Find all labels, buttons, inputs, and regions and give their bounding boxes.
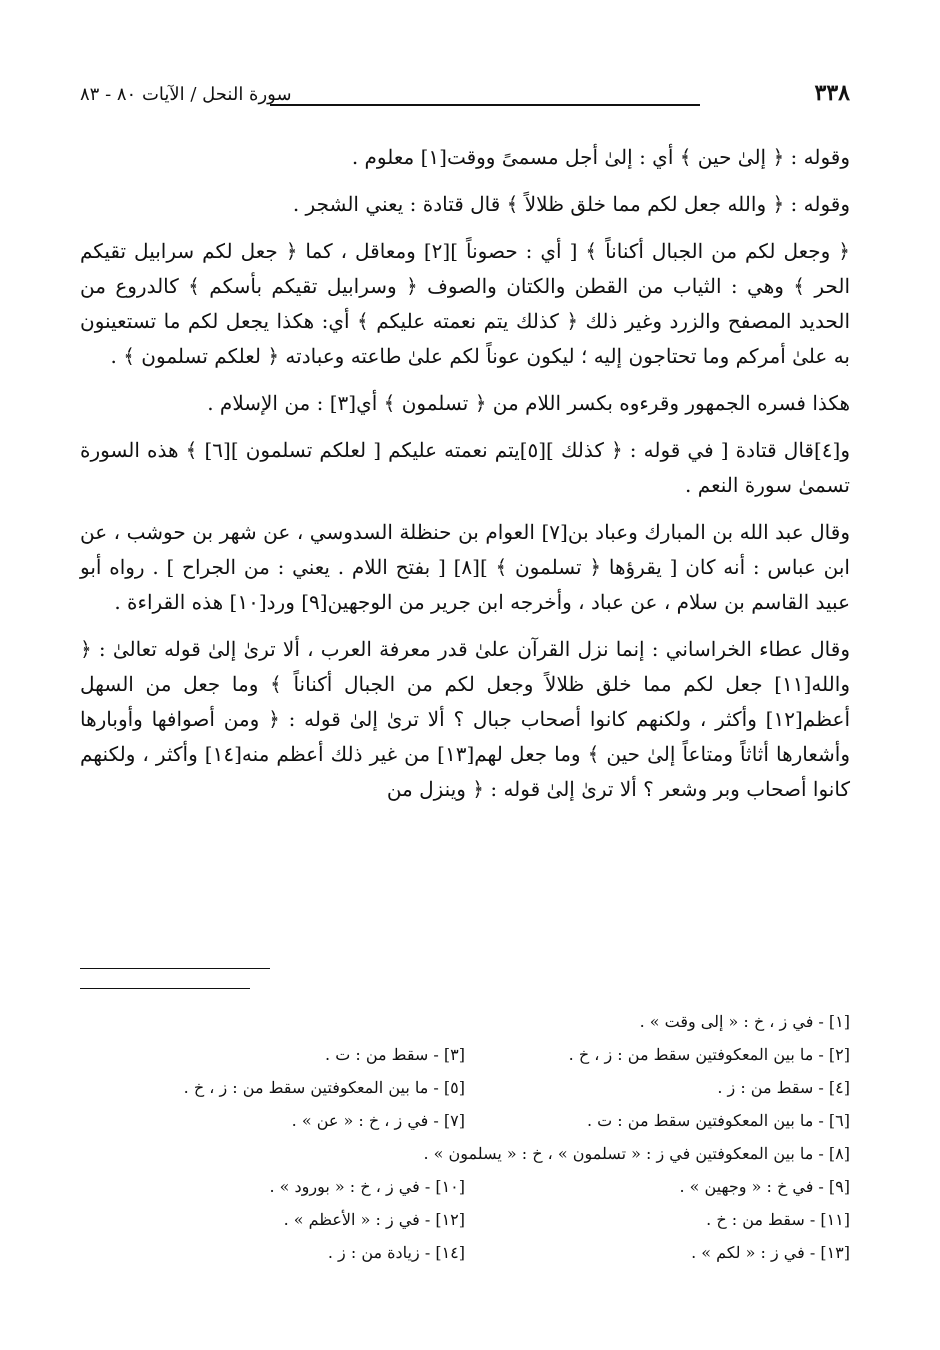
footnote: [١١] - سقط من : خ .: [706, 1210, 850, 1229]
paragraph: وقوله : ﴿ والله جعل لكم مما خلق ظلالاً ﴾ قال قتادة : يعني الشجر .: [292, 192, 850, 216]
footnote: [٧] - في ز ، خ : « عن » .: [291, 1111, 465, 1130]
page: [80, 80, 850, 1290]
page-header: [80, 80, 850, 116]
footnote: [٦] - ما بين المعكوفتين سقط من : ت .: [586, 1111, 850, 1130]
footnote: [١٢] - في ز : « الأعظم » .: [283, 1210, 465, 1229]
footnote: [٢] - ما بين المعكوفتين سقط من : ز ، خ .: [568, 1045, 850, 1064]
paragraph: وقال عطاء الخراساني : إنما نزل القرآن علىٰ قدر معرفة العرب ، ألا ترىٰ إلىٰ قوله تعالىٰ : ﴿ والله[١١] جعل لكم مما خلق ظلالاً وجعل لكم من الجبال أكناناً ﴾ وما جعل من السهل أعظم[١٢] وأكثر ، ولكنهم كانوا أصحاب جبال ؟ ألا ترىٰ إلىٰ قوله : ﴿ ومن أصوافها وأوبارها وأشعارها أثاثاً ومتاعاً إلىٰ حين ﴾ وما جعل لهم[١٣] من غير ذلك أعظم منه[١٤] وأكثر ، ولكنهم كانوا أصحاب وبر وشعر ؟ ألا ترىٰ إلىٰ قوله : ﴿ وينزل من: [80, 637, 850, 801]
running-title: سورة النحل / الآيات ٨٠ - ٨٣: [80, 84, 292, 105]
main-text: [80, 140, 850, 819]
paragraph: هكذا فسره الجمهور وقرءوه بكسر اللام من ﴿ تسلمون ﴾ أي[٣] : من الإسلام .: [207, 391, 850, 415]
footnote: [٥] - ما بين المعكوفتين سقط من : ز ، خ .: [183, 1078, 465, 1097]
paragraph: و[٤]قال قتادة [ في قوله : ﴿ كذلك ][٥]يتم نعمته عليكم [ لعلكم تسلمون ][٦] ﴾ هذه السورة تسمىٰ سورة النعم .: [80, 438, 851, 497]
footnote: [١٤] - زيادة من : ز .: [327, 1243, 465, 1262]
footnote: [٨] - ما بين المعكوفتين في ز : « تسلمون » ، خ : « يسلمون » .: [423, 1144, 850, 1163]
header-rule: [270, 104, 700, 106]
footnotes: [80, 1005, 850, 1269]
footnote: [٩] - في خ : « وجهين » .: [679, 1177, 850, 1196]
footnote: [٤] - سقط من : ز .: [717, 1078, 850, 1097]
paragraph: ﴿ وجعل لكم من الجبال أكناناً ﴾ [ أي : حصوناً ][٢] ومعاقل ، كما ﴿ جعل لكم سرابيل تقيكم الحر ﴾ وهي : الثياب من القطن والكتان والصوف ﴿ وسرابيل تقيكم بأسكم ﴾ كالدروع من الحديد المصفح والزرد وغير ذلك ﴿ كذلك يتم نعمته عليكم ﴾ أي: هكذا يجعل لكم ما تستعينون به علىٰ أمركم وما تحتاجون إليه ؛ ليكون عوناً لكم علىٰ طاعته وعبادته ﴿ لعلكم تسلمون ﴾ .: [80, 239, 851, 368]
footnote-separator: [80, 968, 270, 969]
paragraph: وقوله : ﴿ إلىٰ حين ﴾ أي : إلىٰ أجل مسمىً ووقت[١] معلوم .: [351, 145, 850, 169]
paragraph: وقال عبد الله بن المبارك وعباد بن[٧] العوام بن حنظلة السدوسي ، عن شهر بن حوشب ، عن ابن عباس : أنه كان [ يقرؤها ﴿ تسلمون ﴾ ][٨] [ بفتح اللام . يعني : من الجراح ] . رواه أبو عبيد القاسم بن سلام ، عن عباد ، وأخرجه ابن جرير من الوجهين[٩] ورد[١٠] هذه القراءة .: [80, 520, 850, 614]
footnote: [١] - في ز ، خ : « إلى وقت » .: [639, 1012, 850, 1031]
footnote-separator-lower: [80, 988, 250, 989]
footnote: [١٣] - في ز : « لكم » .: [691, 1243, 850, 1262]
page-number: ٣٣٨: [814, 80, 850, 106]
footnote: [٣] - سقط من : ت .: [325, 1045, 465, 1064]
footnote: [١٠] - في ز ، خ : « بورود » .: [269, 1177, 465, 1196]
